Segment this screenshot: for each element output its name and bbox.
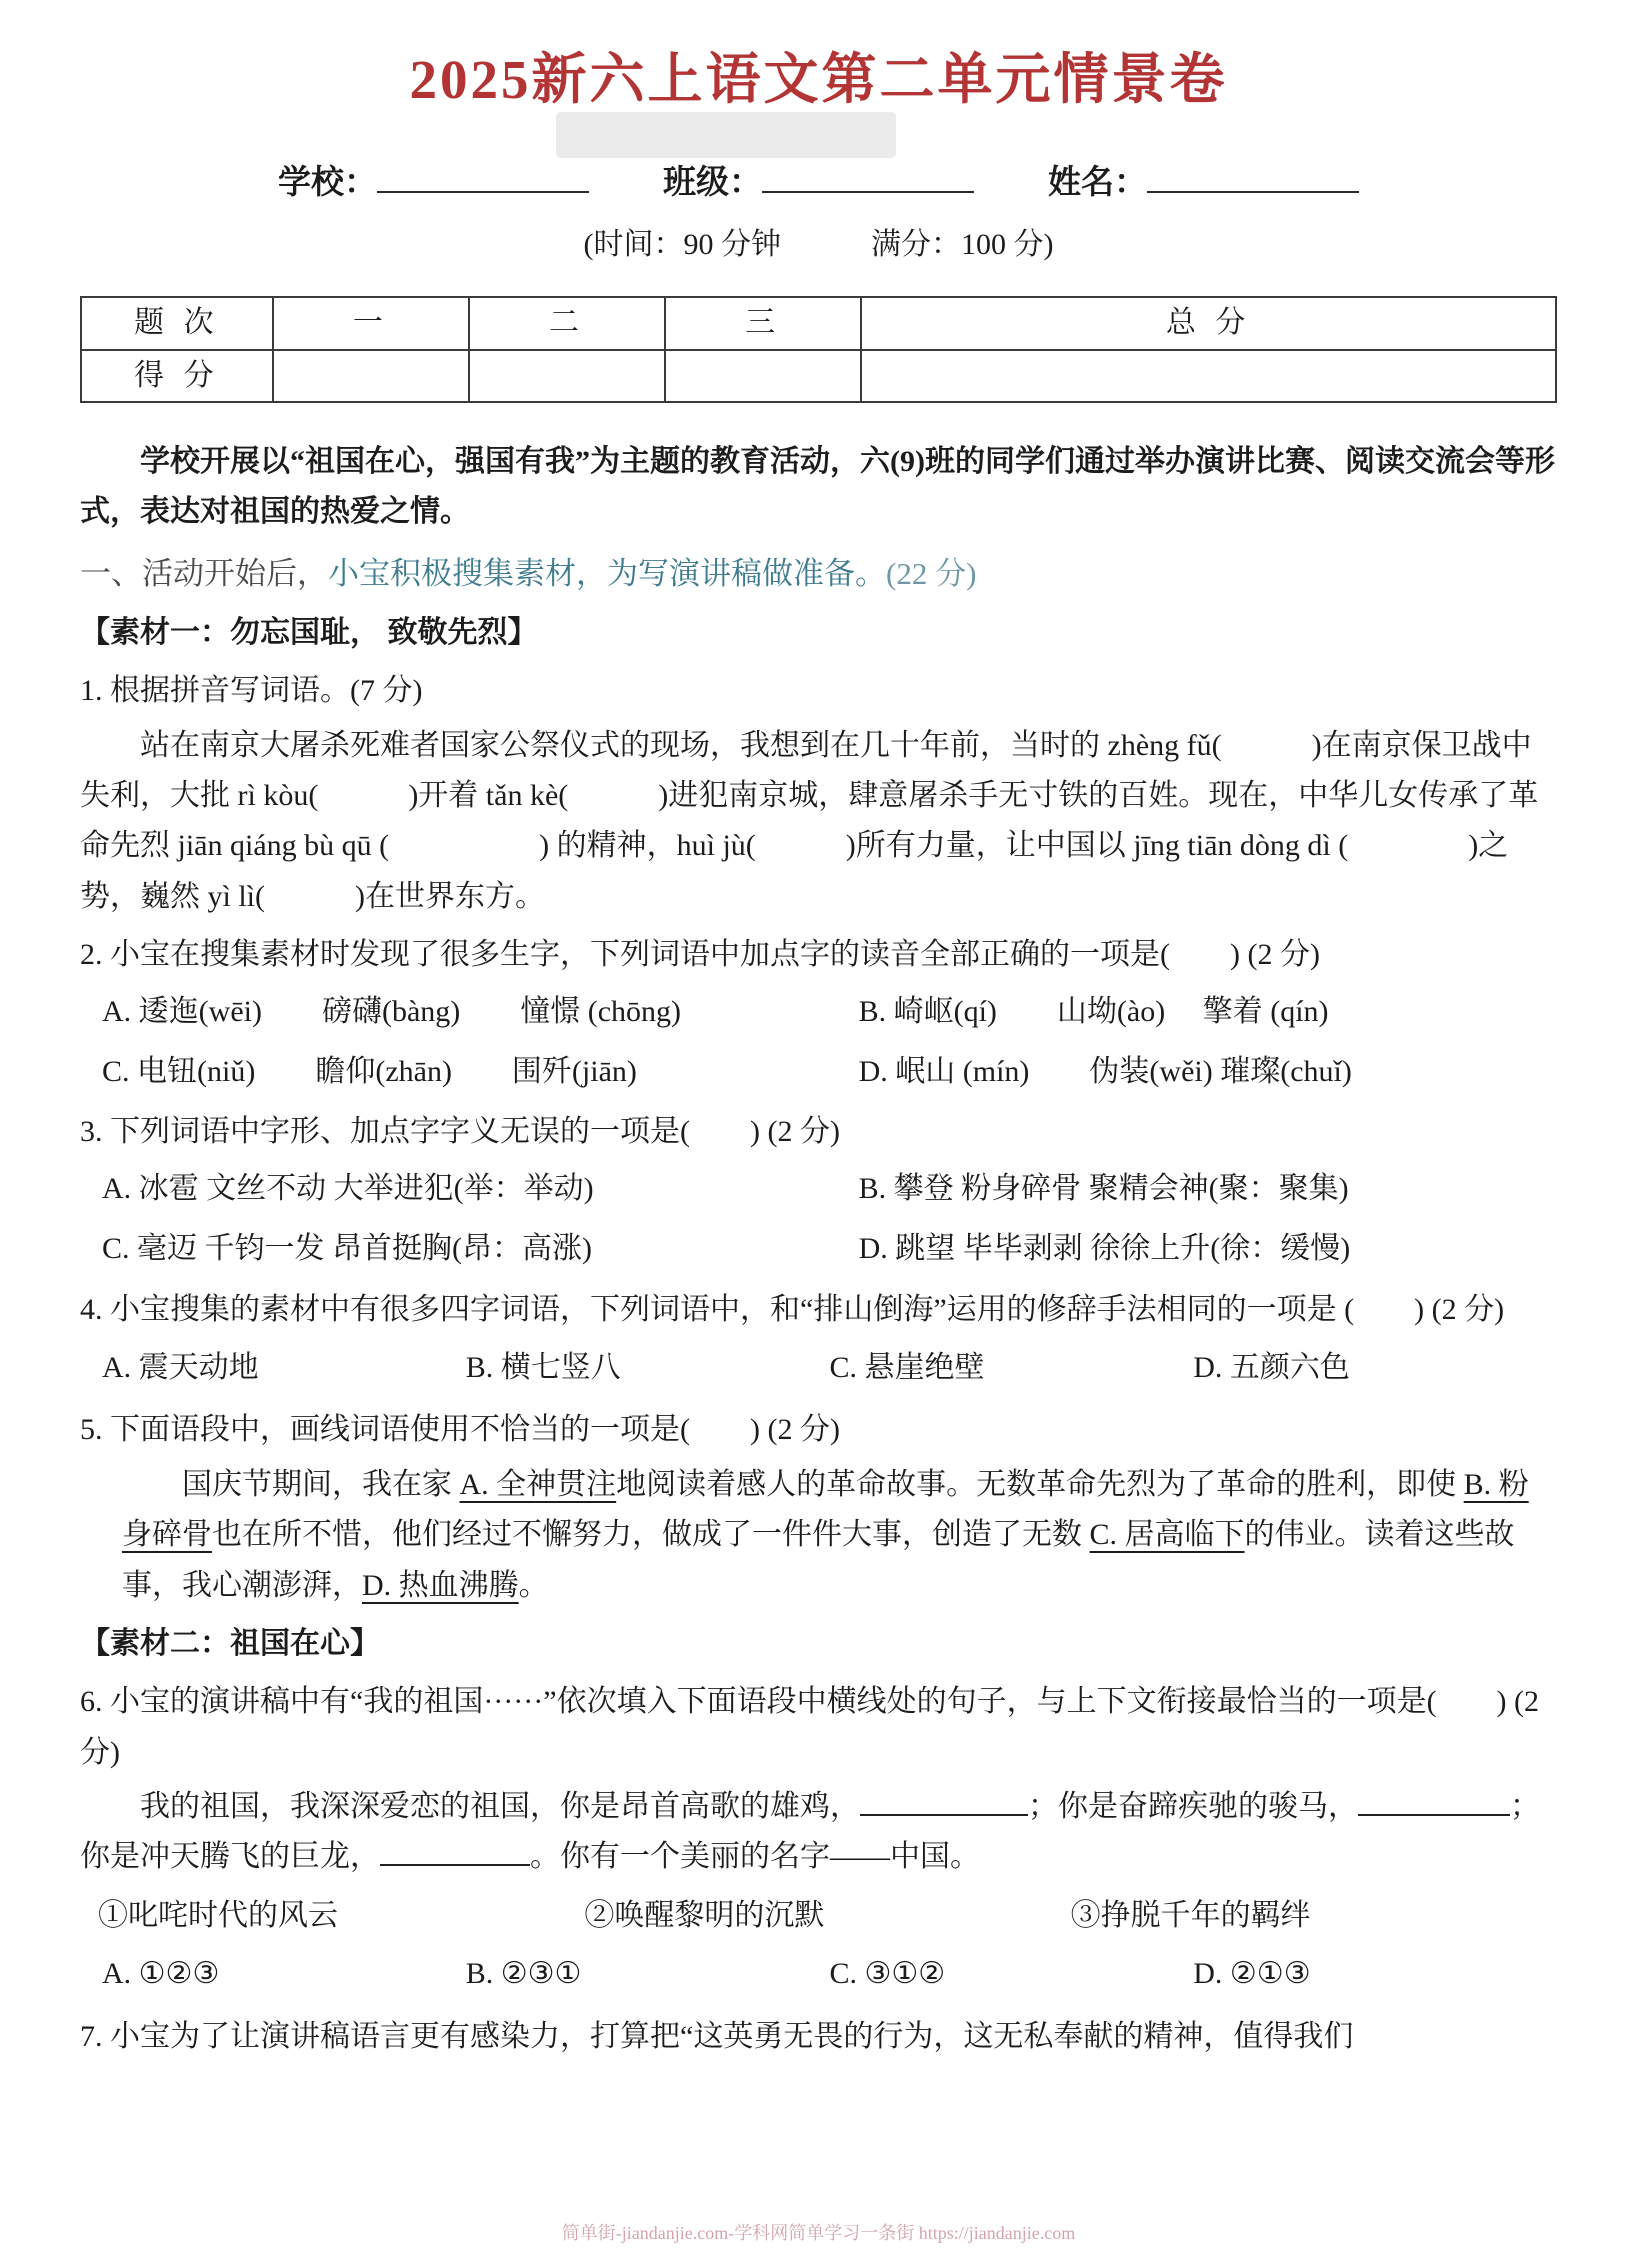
- question-3-options-row-1: [80, 1164, 1557, 1214]
- score-table-col-2: 二: [469, 297, 665, 349]
- class-field: [663, 156, 974, 211]
- question-5-text-4: 的伟业。读着这些故事，我心潮澎湃，: [122, 1518, 1515, 1602]
- school-label: 学校：: [278, 165, 377, 202]
- score-table-score-row: [81, 350, 1556, 402]
- material-two-heading: 【素材二：祖国在心】: [80, 1626, 380, 1660]
- question-6-choices-row: [80, 1891, 1557, 1941]
- question-6-options-row: [80, 1949, 1557, 1999]
- name-label: 姓名：: [1048, 165, 1147, 202]
- question-6: [80, 1677, 1557, 1999]
- score-cell-1: [273, 350, 469, 402]
- question-6-choice-3: ③挣脱千年的羁绊: [1070, 1898, 1311, 1932]
- time-score-meta: (时间：90 分钟 满分：100 分): [583, 227, 1054, 261]
- question-2-options-row-2: [80, 1047, 1557, 1097]
- score-table-header-row: [81, 297, 1556, 349]
- question-2-option-b: B. 崎岖(qí) 山坳(ào) 擎着 (qín): [858, 994, 1329, 1028]
- question-4-options-row: [80, 1343, 1557, 1393]
- question-6-option-a: A. ①②③: [102, 1957, 220, 1991]
- question-4-option-b: B. 横七竖八: [465, 1350, 621, 1384]
- site-footer: 简单街-jiandanjie.com-学科网简单学习一条街 https://jiandanjie.com: [561, 2222, 1076, 2243]
- class-label: 班级：: [663, 165, 762, 202]
- score-row-label: 得 分: [81, 350, 273, 402]
- material-one-heading: 【素材一：勿忘国耻， 致敬先烈】: [80, 615, 538, 649]
- question-6-blank-1: [860, 1786, 1028, 1816]
- question-5-text-1: 国庆节期间，我在家: [182, 1467, 460, 1501]
- intro-paragraph: 学校开展以“祖国在心，强国有我”为主题的教育活动，六(9)班的同学们通过举办演讲比赛、阅读交流会等形式，表达对祖国的热爱之情。: [80, 445, 1555, 529]
- question-6-text-2: ；你是奋蹄疾驰的骏马，: [1028, 1790, 1358, 1824]
- question-1: [80, 666, 1557, 922]
- section-one-score: (22 分): [886, 555, 977, 591]
- question-6-stem: 6. 小宝的演讲稿中有“我的祖国······”依次填入下面语段中横线处的句子，与上下文衔接最恰当的一项是( ) (2 分): [80, 1685, 1540, 1769]
- question-5-passage: [122, 1460, 1557, 1611]
- question-3-option-a: A. 冰雹 文丝不动 大举进犯(举：举动): [102, 1171, 594, 1205]
- score-table-col-3: 三: [665, 297, 861, 349]
- name-blank-line: [1147, 157, 1359, 193]
- question-5-text-2: 地阅读着感人的革命故事。无数革命先烈为了革命的胜利，即使: [616, 1467, 1464, 1501]
- question-6-passage: [80, 1782, 1557, 1883]
- question-3-stem: 3. 下列词语中字形、加点字字义无误的一项是( ) (2 分): [80, 1115, 840, 1149]
- question-6-option-d: D. ②①③: [1193, 1957, 1311, 1991]
- score-table: [80, 296, 1557, 403]
- section-one-heading: [80, 548, 1557, 600]
- name-field: [1048, 156, 1359, 211]
- question-4-stem: 4. 小宝搜集的素材中有很多四字词语，下列词语中，和“排山倒海”运用的修辞手法相同的一项是 ( ) (2 分): [80, 1292, 1505, 1326]
- question-3: [80, 1107, 1557, 1274]
- question-3-option-b: B. 攀登 粉身碎骨 聚精会神(聚：聚集): [858, 1171, 1349, 1205]
- question-7: [80, 2012, 1557, 2062]
- question-6-text-1: 我的祖国，我深深爱恋的祖国，你是昂首高歌的雄鸡，: [140, 1790, 860, 1824]
- question-2-option-c: C. 电钮(niǔ) 瞻仰(zhān) 围歼(jiān): [102, 1054, 637, 1088]
- question-6-option-b: B. ②③①: [465, 1957, 582, 1991]
- question-6-blank-2: [1358, 1786, 1510, 1816]
- question-4-option-a: A. 震天动地: [102, 1350, 259, 1384]
- question-2-stem: 2. 小宝在搜集素材时发现了很多生字，下列词语中加点字的读音全部正确的一项是( ) (2 分): [80, 938, 1320, 972]
- question-3-option-d: D. 跳望 毕毕剥剥 徐徐上升(徐：缓慢): [858, 1232, 1351, 1266]
- question-3-option-c: C. 毫迈 千钧一发 昂首挺胸(昂：高涨): [102, 1232, 592, 1266]
- score-table-col-1: 一: [273, 297, 469, 349]
- section-one-prefix: 一、活动开始后，: [80, 555, 328, 591]
- score-cell-3: [665, 350, 861, 402]
- question-2-option-d: D. 岷山 (mín) 伪装(wěi) 璀璨(chuǐ): [858, 1054, 1352, 1088]
- question-6-choice-1: ①叱咤时代的风云: [98, 1898, 338, 1932]
- school-field: [278, 156, 589, 211]
- page-title: 2025新六上语文第二单元情景卷: [409, 49, 1228, 110]
- question-2: [80, 930, 1557, 1097]
- question-2-options-row-1: [80, 987, 1557, 1037]
- score-cell-total: [861, 350, 1556, 402]
- question-5-stem: 5. 下面语段中，画线词语使用不恰当的一项是( ) (2 分): [80, 1413, 840, 1447]
- school-blank-line: [377, 157, 589, 193]
- question-5-underlined-d: D. 热血沸腾: [362, 1568, 519, 1602]
- question-4: [80, 1285, 1557, 1394]
- question-1-stem: 1. 根据拼音写词语。(7 分): [80, 674, 423, 708]
- student-info-row: [80, 156, 1557, 211]
- question-6-text-4: 。你有一个美丽的名字——中国。: [530, 1840, 980, 1874]
- question-3-options-row-2: [80, 1224, 1557, 1274]
- section-one-highlight: 小宝积极搜集素材，为写演讲稿做准备。: [328, 555, 886, 591]
- question-6-choice-2: ②唤醒黎明的沉默: [584, 1898, 825, 1932]
- question-4-option-c: C. 悬崖绝壁: [829, 1350, 985, 1384]
- question-5-text-3: 也在所不惜，他们经过不懈努力，做成了一件件大事，创造了无数: [212, 1518, 1090, 1552]
- score-cell-2: [469, 350, 665, 402]
- question-6-text-3: ；你是冲天腾飞的巨龙，: [80, 1790, 1540, 1874]
- question-1-passage: 站在南京大屠杀死难者国家公祭仪式的现场，我想到在几十年前，当时的 zhèng fǔ( )在南京保卫战中失利，大批 rì kòu( )开着 tǎn kè( )进犯南京城，肆意屠杀手无寸铁的百姓。现在，中华儿女传承了革命先烈 jiān qiáng bù qū ( ) 的精神，huì jù( )所有力量，让中国以 jīng tiān dòng dì ( )之势，巍然 yì lì( )在世界东方。: [80, 728, 1539, 913]
- question-6-blank-3: [380, 1836, 530, 1866]
- question-7-stem: 7. 小宝为了让演讲稿语言更有感染力，打算把“这英勇无畏的行为，这无私奉献的精神，值得我们: [80, 2019, 1354, 2053]
- question-5: [80, 1405, 1557, 1611]
- question-5-underlined-b: B. 粉身碎骨: [122, 1467, 1529, 1552]
- class-blank-line: [762, 157, 974, 193]
- question-5-underlined-a: A. 全神贯注: [459, 1467, 617, 1501]
- score-table-col-total: 总 分: [861, 297, 1556, 349]
- question-2-option-a: A. 逶迤(wēi) 磅礴(bàng) 憧憬 (chōng): [102, 994, 682, 1028]
- question-6-option-c: C. ③①②: [829, 1957, 946, 1991]
- question-5-text-5: 。: [518, 1568, 549, 1602]
- score-table-corner-cell: 题 次: [81, 297, 273, 349]
- question-4-option-d: D. 五颜六色: [1193, 1350, 1350, 1384]
- question-5-underlined-c: C. 居高临下: [1089, 1518, 1245, 1552]
